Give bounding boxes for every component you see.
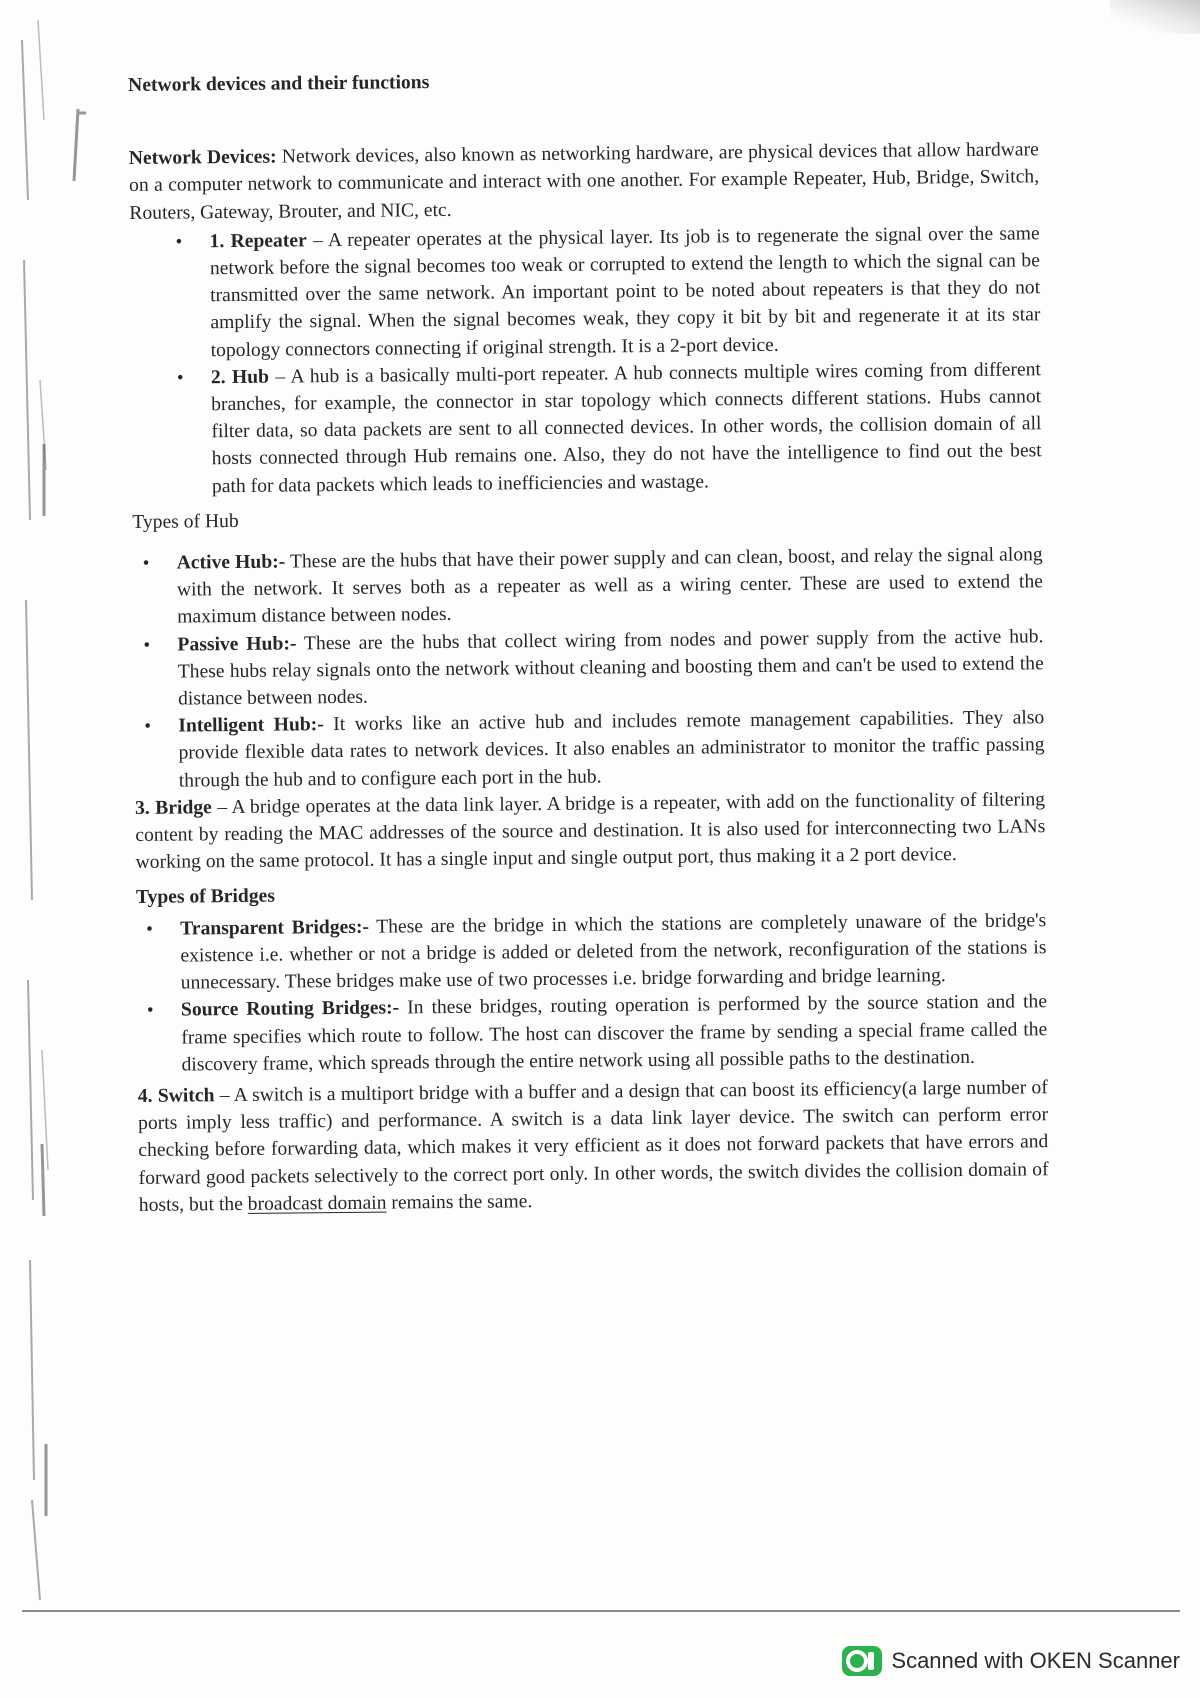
- transparent-bridge-text: These are the bridge in which the stations are completely unaware of the bridge's existence i.e. whether or not a bridge is added or deleted from the network, reconfiguration of the stations is unnecessary. These bridges make use of two processes i.e. bridge forwarding and bridge learning.: [180, 909, 1047, 994]
- list-item: [177, 541, 1044, 631]
- repeater-lead: 1. Repeater: [209, 230, 307, 253]
- source-routing-bridge-text: In these bridges, routing operation is performed by the source station and the frame specifies which route to follow. The host can discover the frame by sending a special frame called the discovery frame, which spreads through the entire network using all possible paths to the destination.: [181, 991, 1048, 1076]
- transparent-bridge-lead: Transparent Bridges:-: [180, 916, 370, 940]
- passive-hub-lead: Passive Hub:-: [177, 633, 297, 656]
- hub-lead: 2. Hub: [210, 366, 270, 389]
- hub-types-heading: Types of Hub: [132, 510, 239, 533]
- switch-paragraph: [138, 1074, 1049, 1219]
- scan-shadow-corner: [1110, 0, 1200, 34]
- document-title: Network devices and their functions: [128, 72, 430, 96]
- bridge-paragraph: [135, 786, 1046, 876]
- intro-text: Network devices, also known as networking hardware, are physical devices that allow hardware on a computer network to communicate and interact with one another. For example Repeater, Hub, Bridge, Switch, Routers, Gateway, Brouter, and NIC, etc.: [128, 139, 1040, 224]
- source-routing-bridge-lead: Source Routing Bridges:-: [180, 997, 400, 1021]
- bridge-types-heading: Types of Bridges: [135, 886, 276, 909]
- bridge-lead: 3. Bridge: [134, 797, 212, 819]
- intro-paragraph: [129, 136, 1040, 226]
- list-item: [180, 907, 1047, 997]
- margin-bracket-mark: [32, 1440, 62, 1520]
- document-body: [128, 63, 1049, 1219]
- active-hub-lead: Active Hub:-: [176, 551, 286, 574]
- broadcast-domain-underlined: broadcast domain: [247, 1192, 387, 1215]
- device-list: [130, 220, 1043, 501]
- hub-types-list: [133, 541, 1045, 795]
- repeater-text: – A repeater operates at the physical layer. Its job is to regenerate the signal over the same network before the signal becomes too weak or corrupted to extend the length to which the signal can be transmitted over the same network. An important point to be noted about repeaters is that they do not amplify the signal. When the signal becomes weak, they copy it bit by bit and regenerate it at its star topology connectors connecting if original strength. It is a 2-port device.: [209, 223, 1041, 361]
- active-hub-text: These are the hubs that have their power supply and can clean, boost, and relay the signal along with the network. It serves both as a repeater as well as a wiring center. These are used to extend the maximum distance between nodes.: [176, 544, 1044, 629]
- list-item: [211, 356, 1042, 500]
- footer-divider: [22, 1610, 1180, 1612]
- oken-scanner-logo-icon: [841, 1645, 883, 1677]
- intelligent-hub-text: It works like an active hub and includes remote management capabilities. They also provide flexible data rates to network devices. It also enables an administrator to monitor the traffic passing through the hub and to configure each port in the hub.: [178, 707, 1045, 792]
- margin-bracket-mark: [30, 440, 60, 520]
- margin-bracket-mark: [62, 105, 92, 185]
- switch-lead: 4. Switch: [137, 1085, 215, 1107]
- list-item: [181, 989, 1048, 1079]
- passive-hub-text: These are the hubs that collect wiring from nodes and power supply from the active hub. These hubs relay signals onto the network without cleaning and boosting them and can't be used to extend the distance between nodes.: [177, 625, 1044, 710]
- scanner-watermark: [841, 1645, 1180, 1677]
- margin-bracket-mark: [30, 1140, 60, 1220]
- intelligent-hub-lead: Intelligent Hub:-: [178, 714, 324, 737]
- bridge-text: – A bridge operates at the data link layer. A bridge is a repeater, with add on the functionality of filtering content by reading the MAC addresses of the source and destination. It is also used for interconnecting two LANs working on the same protocol. It has a single input and single output port, thus making it a 2 port device.: [135, 789, 1046, 874]
- hub-text: – A hub is a basically multi-port repeater. A hub connects multiple wires coming from different branches, for example, the connector in star topology which connects different stations. Hubs cannot filter data, so data packets are sent to all connected devices. In other words, the collision domain of all hosts connected through Hub remains one. Also, they do not have the intelligence to find out the best path for data packets which leads to inefficiencies and wastage.: [211, 359, 1042, 497]
- switch-text-after: remains the same.: [386, 1190, 533, 1214]
- switch-text-before: – A switch is a multiport bridge with a buffer and a design that can boost its efficiency(a large number of ports imply less traffic) and performance. A switch is a data link layer device. The switch can perform error checking before forwarding data, which makes it very efficient as it does not forward packets that have errors and forward good packets selectively to the correct port only. In other words, the switch divides the collision domain of hosts, but the: [137, 1077, 1049, 1216]
- scan-edge-marks: [18, 0, 52, 1610]
- list-item: [178, 705, 1045, 795]
- list-item: [210, 220, 1041, 364]
- bridge-types-list: [136, 907, 1048, 1079]
- intro-lead: Network Devices:: [128, 146, 277, 170]
- scanner-label: Scanned with OKEN Scanner: [891, 1648, 1180, 1673]
- list-item: [177, 623, 1044, 713]
